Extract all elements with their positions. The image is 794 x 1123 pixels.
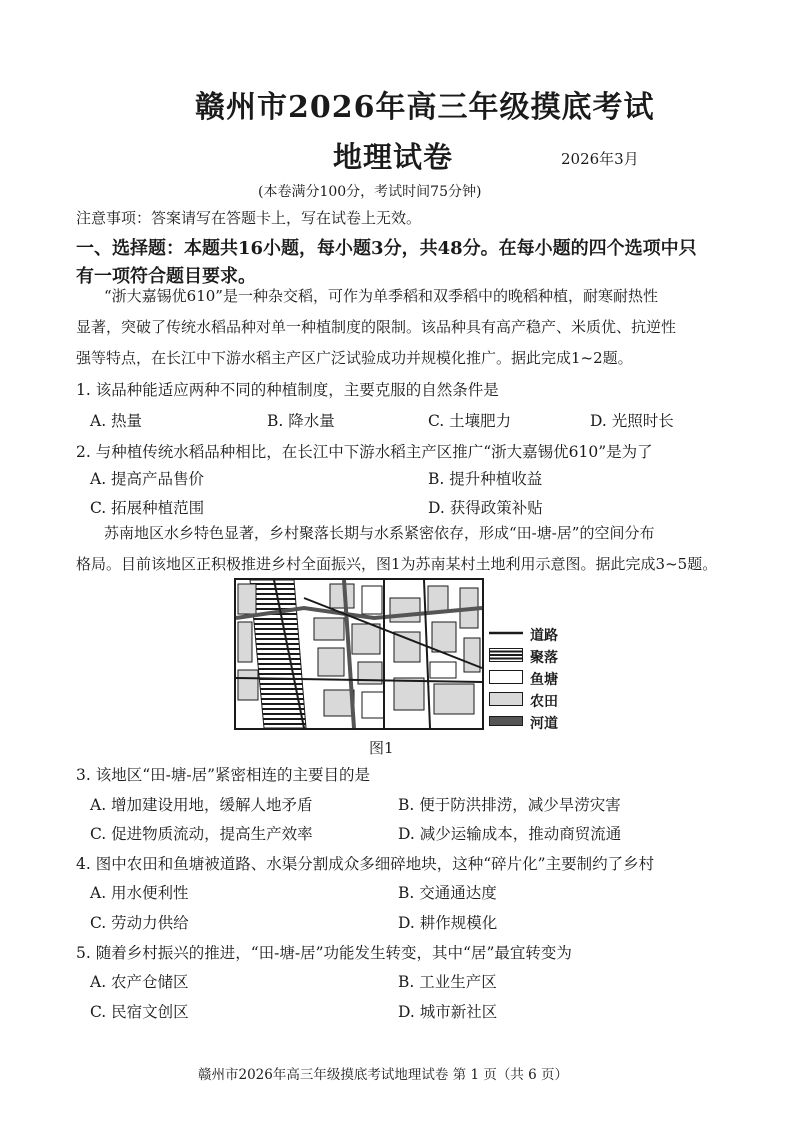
q3-option-d[interactable]: D. 减少运输成本，推动商贸流通	[398, 825, 622, 843]
q3-stem: 3. 该地区“田-塘-居”紧密相连的主要目的是	[76, 766, 371, 784]
section-heading-line2: 有一项符合题目要求。	[76, 266, 256, 287]
passage1-line1: “浙大嘉锡优610”是一种杂交稻，可作为单季稻和双季稻中的晚稻种植，耐寒耐热性	[104, 287, 658, 305]
fish-pond	[430, 662, 456, 678]
passage1-line2: 显著，突破了传统水稻品种对单一种植制度的限制。该品种具有高产稳产、米质优、抗逆性	[76, 318, 677, 336]
q1-stem: 1. 该品种能适应两种不同的种植制度，主要克服的自然条件是	[76, 381, 499, 399]
q4-option-c[interactable]: C. 劳动力供给	[90, 914, 189, 932]
q2-option-a[interactable]: A. 提高产品售价	[90, 470, 205, 488]
passage1-line3: 强等特点，在长江中下游水稻主产区广泛试验成功并规模化推广。据此完成1~2题。	[76, 349, 633, 367]
paddy-block	[330, 584, 354, 608]
section-heading-line1: 一、选择题：本题共16小题，每小题3分，共48分。在每小题的四个选项中只	[76, 238, 697, 259]
passage2-line2: 格局。目前该地区正积极推进乡村全面振兴，图1为苏南某村土地利用示意图。据此完成3~5题。	[76, 555, 718, 573]
q4-stem: 4. 图中农田和鱼塘被道路、水渠分割成众多细碎地块，这种“碎片化”主要制约了乡村	[76, 855, 655, 873]
fish-pond	[362, 586, 382, 614]
paddy-block	[324, 690, 354, 716]
land-use-map	[234, 578, 484, 730]
q5-option-d[interactable]: D. 城市新社区	[398, 1003, 498, 1021]
paddy-block	[238, 584, 256, 614]
q2-option-b[interactable]: B. 提升种植收益	[428, 470, 543, 488]
legend-symbol-river	[489, 714, 523, 728]
q2-option-c[interactable]: C. 拓展种植范围	[90, 499, 205, 517]
exam-date: 2026年3月	[561, 150, 639, 168]
q5-option-a[interactable]: A. 农产仓储区	[90, 973, 189, 991]
paddy-block	[394, 678, 424, 710]
q4-option-a[interactable]: A. 用水便利性	[90, 884, 189, 902]
paddy-block	[432, 622, 456, 652]
paddy-block	[428, 586, 448, 612]
paddy-block	[390, 598, 420, 622]
q4-option-d[interactable]: D. 耕作规模化	[398, 914, 498, 932]
paddy-block	[434, 684, 474, 714]
legend-label-settlement: 聚落	[530, 650, 558, 666]
legend-label-paddy: 农田	[530, 694, 558, 710]
q1-option-c[interactable]: C. 土壤肥力	[428, 412, 512, 430]
legend-symbol-paddy	[489, 692, 523, 706]
q2-option-d[interactable]: D. 获得政策补贴	[428, 499, 543, 517]
q3-option-c[interactable]: C. 促进物质流动，提高生产效率	[90, 825, 313, 843]
paddy-block	[314, 618, 344, 640]
paddy-block	[318, 648, 344, 676]
figure-caption: 图1	[369, 739, 394, 757]
q4-option-b[interactable]: B. 交通通达度	[398, 884, 497, 902]
q3-option-a[interactable]: A. 增加建设用地，缓解人地矛盾	[90, 796, 313, 814]
q3-option-b[interactable]: B. 便于防洪排涝，减少旱涝灾害	[398, 796, 621, 814]
q1-option-b[interactable]: B. 降水量	[267, 412, 335, 430]
exam-title: 赣州市2026年高三年级摸底考试	[195, 90, 655, 125]
paddy-block	[394, 632, 420, 662]
legend-symbol-road	[489, 626, 523, 640]
notice: 注意事项：答案请写在答题卡上，写在试卷上无效。	[76, 209, 422, 227]
page-footer: 赣州市2026年高三年级摸底考试地理试卷 第 1 页（共 6 页）	[198, 1067, 568, 1083]
q5-option-c[interactable]: C. 民宿文创区	[90, 1003, 189, 1021]
q5-stem: 5. 随着乡村振兴的推进，“田-塘-居”功能发生转变，其中“居”最宜转变为	[76, 944, 572, 962]
paper-subtitle: 地理试卷	[333, 140, 454, 174]
passage2-line1: 苏南地区水乡特色显著，乡村聚落长期与水系紧密依存，形成“田-塘-居”的空间分布	[104, 524, 655, 542]
legend-symbol-settlement	[489, 648, 523, 662]
q5-option-b[interactable]: B. 工业生产区	[398, 973, 497, 991]
fish-pond	[362, 692, 384, 718]
q1-option-d[interactable]: D. 光照时长	[590, 412, 674, 430]
legend-label-road: 道路	[530, 628, 558, 644]
legend-symbol-pond	[489, 670, 523, 684]
legend-label-river: 河道	[530, 716, 558, 732]
q1-option-a[interactable]: A. 热量	[90, 412, 143, 430]
exam-info: (本卷满分100分，考试时间75分钟)	[258, 184, 482, 200]
paddy-block	[238, 622, 252, 662]
paddy-block	[238, 670, 258, 700]
legend-label-pond: 鱼塘	[530, 672, 558, 688]
q2-stem: 2. 与种植传统水稻品种相比，在长江中下游水稻主产区推广“浙大嘉锡优610”是为了	[76, 443, 653, 461]
paddy-block	[352, 624, 380, 654]
